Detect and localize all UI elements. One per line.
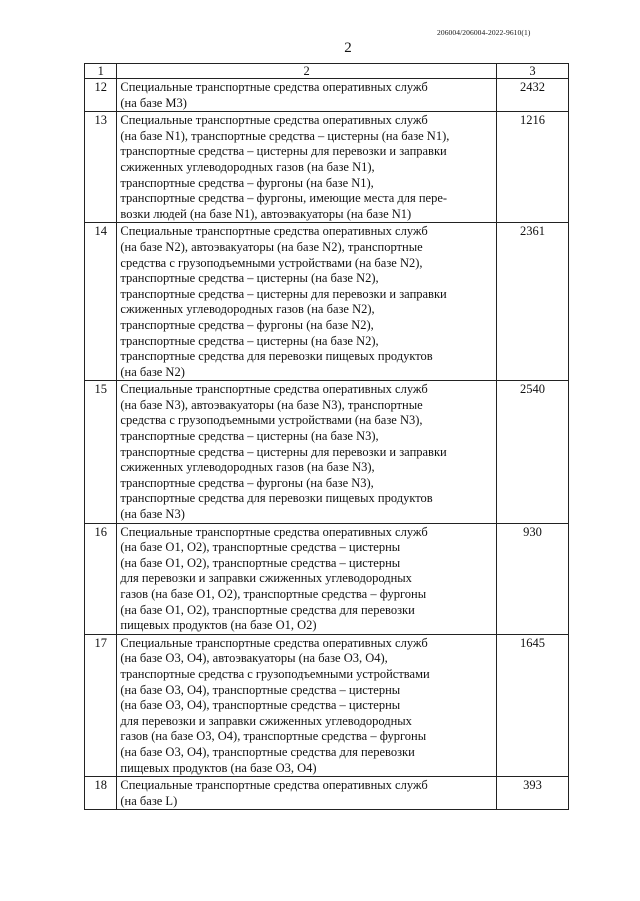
description-line: (на базе M3) xyxy=(120,95,187,110)
description-line: Специальные транспортные средства оперативных служб xyxy=(120,113,428,128)
description-line: пищевых продуктов (на базе O1, O2) xyxy=(120,618,317,633)
vehicle-category-description xyxy=(117,777,497,810)
description-line: Специальные транспортные средства оперативных служб xyxy=(120,635,428,650)
description-line: (на базе O3, O4), автоэвакуаторы (на базе O3, O4), xyxy=(120,651,388,666)
table-row xyxy=(85,523,569,634)
description-line: (на базе N3), автоэвакуаторы (на базе N3), транспортные xyxy=(120,397,423,412)
description-line: (на базе N2) xyxy=(120,364,185,379)
description-line: (на базе O1, O2), транспортные средства для перевозки xyxy=(120,602,415,617)
vehicle-category-description xyxy=(117,381,497,523)
row-value: 1645 xyxy=(496,634,568,776)
description-line: транспортные средства – цистерны для перевозки и заправки xyxy=(120,444,447,459)
description-line: для перевозки и заправки сжиженных углеводородных xyxy=(120,713,412,728)
row-value: 1216 xyxy=(496,112,568,223)
description-line: средства с грузоподъемными устройствами (на базе N3), xyxy=(120,413,423,428)
table-header-row xyxy=(85,64,569,79)
row-number: 16 xyxy=(85,523,117,634)
row-value: 2432 xyxy=(496,79,568,112)
tariff-table xyxy=(84,63,569,810)
description-line: транспортные средства – цистерны для перевозки и заправки xyxy=(120,144,447,159)
description-line: (на базе O3, O4), транспортные средства – цистерны xyxy=(120,682,401,697)
row-number: 14 xyxy=(85,223,117,381)
description-line: транспортные средства – цистерны (на базе N2), xyxy=(120,333,379,348)
description-line: сжиженных углеводородных газов (на базе N1), xyxy=(120,159,375,174)
description-line: транспортные средства – цистерны для перевозки и заправки xyxy=(120,286,447,301)
description-line: транспортные средства – цистерны (на базе N3), xyxy=(120,429,379,444)
description-line: пищевых продуктов (на базе O3, O4) xyxy=(120,760,317,775)
description-line: Специальные транспортные средства оперативных служб xyxy=(120,80,428,94)
vehicle-category-description xyxy=(117,523,497,634)
table-row xyxy=(85,777,569,810)
description-line: транспортные средства для перевозки пищевых продуктов xyxy=(120,349,433,364)
description-line: сжиженных углеводородных газов (на базе N2), xyxy=(120,302,375,317)
vehicle-category-description xyxy=(117,634,497,776)
description-line: средства с грузоподъемными устройствами (на базе N2), xyxy=(120,255,423,270)
description-line: (на базе O1, O2), транспортные средства – цистерны xyxy=(120,540,401,555)
description-line: газов (на базе O1, O2), транспортные средства – фургоны xyxy=(120,587,427,601)
table-row xyxy=(85,634,569,776)
description-line: транспортные средства – цистерны (на базе N2), xyxy=(120,271,379,286)
header-col-2: 2 xyxy=(117,64,497,79)
description-line: (на базе O1, O2), транспортные средства – цистерны xyxy=(120,555,401,570)
description-line: сжиженных углеводородных газов (на базе N3), xyxy=(120,460,375,475)
row-number: 17 xyxy=(85,634,117,776)
description-line: Специальные транспортные средства оперативных служб xyxy=(120,224,428,239)
description-line: возки людей (на базе N1), автоэвакуаторы (на базе N1) xyxy=(120,206,412,221)
description-line: Специальные транспортные средства оперативных служб xyxy=(120,778,428,793)
description-line: транспортные средства – фургоны, имеющие места для пере- xyxy=(120,191,448,206)
description-line: для перевозки и заправки сжиженных углеводородных xyxy=(120,571,412,586)
description-line: (на базе N3) xyxy=(120,507,185,522)
description-line: (на базе N2), автоэвакуаторы (на базе N2), транспортные xyxy=(120,239,423,254)
row-value: 2540 xyxy=(496,381,568,523)
description-line: транспортные средства с грузоподъемными устройствами xyxy=(120,666,430,681)
vehicle-category-description xyxy=(117,112,497,223)
description-line: (на базе O3, O4), транспортные средства – цистерны xyxy=(120,698,401,713)
row-number: 13 xyxy=(85,112,117,223)
description-line: газов (на базе O3, O4), транспортные средства – фургоны xyxy=(120,729,427,744)
row-number: 15 xyxy=(85,381,117,523)
page-number: 2 xyxy=(344,40,352,56)
row-number: 18 xyxy=(85,777,117,810)
table-row xyxy=(85,381,569,523)
description-line: (на базе N1), транспортные средства – цистерны (на базе N1), xyxy=(120,128,450,143)
row-value: 393 xyxy=(496,777,568,810)
header-col-1: 1 xyxy=(85,64,117,79)
document-id: 206004/206004-2022-9610(1) xyxy=(437,28,531,37)
table-row xyxy=(85,112,569,223)
header-col-3: 3 xyxy=(496,64,568,79)
description-line: транспортные средства – фургоны (на базе N2), xyxy=(120,317,374,332)
description-line: (на базе L) xyxy=(120,793,178,808)
description-line: Специальные транспортные средства оперативных служб xyxy=(120,382,428,397)
description-line: Специальные транспортные средства оперативных служб xyxy=(120,524,428,539)
table-row xyxy=(85,223,569,381)
description-line: транспортные средства для перевозки пищевых продуктов xyxy=(120,491,433,506)
table-row xyxy=(85,79,569,112)
description-line: (на базе O3, O4), транспортные средства для перевозки xyxy=(120,744,415,759)
row-value: 930 xyxy=(496,523,568,634)
description-line: транспортные средства – фургоны (на базе N1), xyxy=(120,175,374,190)
description-line: транспортные средства – фургоны (на базе N3), xyxy=(120,475,374,490)
vehicle-category-description xyxy=(117,223,497,381)
row-number: 12 xyxy=(85,79,117,112)
row-value: 2361 xyxy=(496,223,568,381)
vehicle-category-description xyxy=(117,79,497,112)
